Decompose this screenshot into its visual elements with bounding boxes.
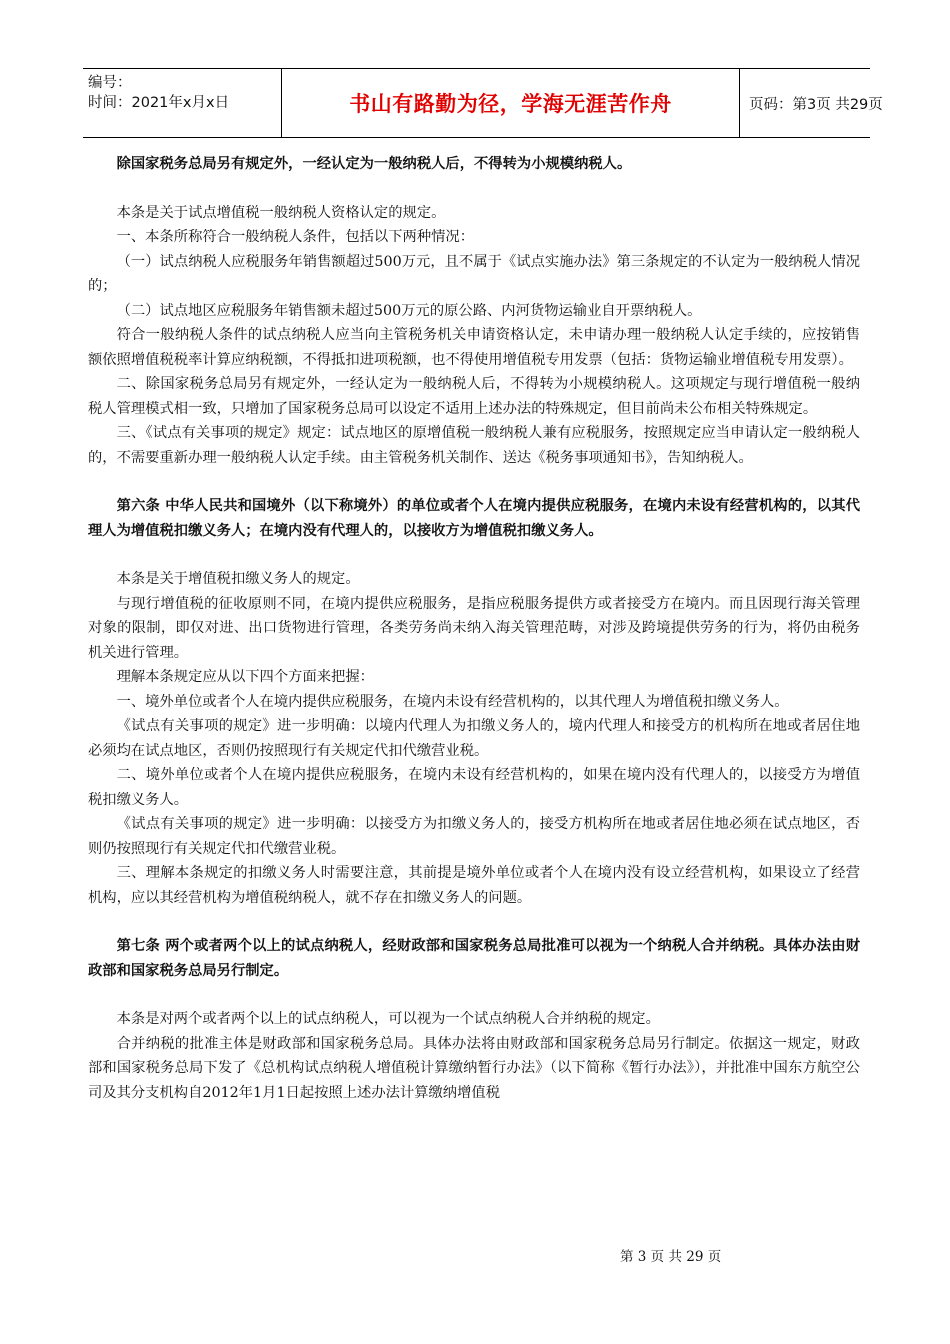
body-paragraph: 《试点有关事项的规定》进一步明确：以接受方为扣缴义务人的，接受方机构所在地或者居住地必须在试点地区，否则仍按照现行有关规定代扣代缴营业税。 <box>88 816 860 857</box>
document-number-label: 编号： <box>88 75 132 91</box>
article-6-heading: 第六条 中华人民共和国境外（以下称境外）的单位或者个人在境内提供应税服务，在境内未设有经营机构的，以其代理人为增值税扣缴义务人；在境内没有代理人的，以接收方为增值税扣缴义务人。 <box>88 498 860 539</box>
page-footer: 第 3 页 共 29 页 <box>620 1249 722 1265</box>
header-meta <box>88 73 278 113</box>
body-paragraph: 合并纳税的批准主体是财政部和国家税务总局。具体办法将由财政部和国家税务总局另行制定。依据这一规定，财政部和国家税务总局下发了《总机构试点纳税人增值税计算缴纳暂行办法》（以下简称《暂行办法》），并批准中国东方航空公司及其分支机构自2012年1月1日起按照上述办法计算缴纳增值税 <box>88 1035 860 1101</box>
page-header <box>83 68 883 138</box>
body-paragraph: （二）试点地区应税服务年销售额未超过500万元的原公路、内河货物运输业自开票纳税人。 <box>116 302 702 319</box>
article-7-heading: 第七条 两个或者两个以上的试点纳税人，经财政部和国家税务总局批准可以视为一个纳税人合并纳税。具体办法由财政部和国家税务总局另行制定。 <box>88 938 860 979</box>
body-paragraph: （一）试点纳税人应税服务年销售额超过500万元，且不属于《试点实施办法》第三条规定的不认定为一般纳税人情况的； <box>88 253 860 294</box>
document-body <box>88 152 860 1105</box>
body-paragraph: 二、除国家税务总局另有规定外，一经认定为一般纳税人后，不得转为小规模纳税人。这项规定与现行增值税一般纳税人管理模式相一致，只增加了国家税务总局可以设定不适用上述办法的特殊规定，但目前尚未公布相关特殊规定。 <box>88 376 860 417</box>
body-paragraph: 理解本条规定应从以下四个方面来把握： <box>116 669 374 685</box>
body-paragraph: 与现行增值税的征收原则不同，在境内提供应税服务，是指应税服务提供方或者接受方在境内。而且因现行海关管理对象的限制，即仅对进、出口货物进行管理，各类劳务尚未纳入海关管理范畴，对涉及跨境提供劳务的行为，将仍由税务机关进行管理。 <box>88 595 860 661</box>
header-page-info: 页码：第3页 共29页 <box>749 97 883 113</box>
article-5-clause: 除国家税务总局另有规定外，一经认定为一般纳税人后，不得转为小规模纳税人。 <box>116 156 632 172</box>
document-time-label: 时间：2021年x月x日 <box>88 95 230 111</box>
body-paragraph: 三、理解本条规定的扣缴义务人时需要注意，其前提是境外单位或者个人在境内没有设立经营机构，如果设立了经营机构，应以其经营机构为增值税纳税人，就不存在扣缴义务人的问题。 <box>88 865 860 906</box>
body-paragraph: 本条是关于试点增值税一般纳税人资格认定的规定。 <box>116 204 446 221</box>
body-paragraph: 一、境外单位或者个人在境内提供应税服务，在境内未设有经营机构的，以其代理人为增值税扣缴义务人。 <box>116 693 789 710</box>
body-paragraph: 符合一般纳税人条件的试点纳税人应当向主管税务机关申请资格认定，未申请办理一般纳税人认定手续的，应按销售额依照增值税税率计算应纳税额，不得抵扣进项税额，也不得使用增值税专用发票（包括：货物运输业增值税专用发票）。 <box>88 327 860 368</box>
body-paragraph: 一、本条所称符合一般纳税人条件，包括以下两种情况： <box>116 229 475 245</box>
body-paragraph: 三、《试点有关事项的规定》规定：试点地区的原增值税一般纳税人兼有应税服务，按照规定应当申请认定一般纳税人的，不需要重新办理一般纳税人认定手续。由主管税务机关制作、送达《税务事项通知书》，告知纳税人。 <box>88 425 860 466</box>
body-paragraph: 《试点有关事项的规定》进一步明确：以境内代理人为扣缴义务人的，境内代理人和接受方的机构所在地或者居住地必须均在试点地区，否则仍按照现行有关规定代扣代缴营业税。 <box>88 718 860 759</box>
body-paragraph: 本条是对两个或者两个以上的试点纳税人，可以视为一个试点纳税人合并纳税的规定。 <box>116 1011 660 1027</box>
body-paragraph: 二、境外单位或者个人在境内提供应税服务，在境内未设有经营机构的，如果在境内没有代理人的，以接受方为增值税扣缴义务人。 <box>88 767 860 808</box>
header-motto: 书山有路勤为径，学海无涯苦作舟 <box>281 69 740 137</box>
body-paragraph: 本条是关于增值税扣缴义务人的规定。 <box>116 571 360 587</box>
